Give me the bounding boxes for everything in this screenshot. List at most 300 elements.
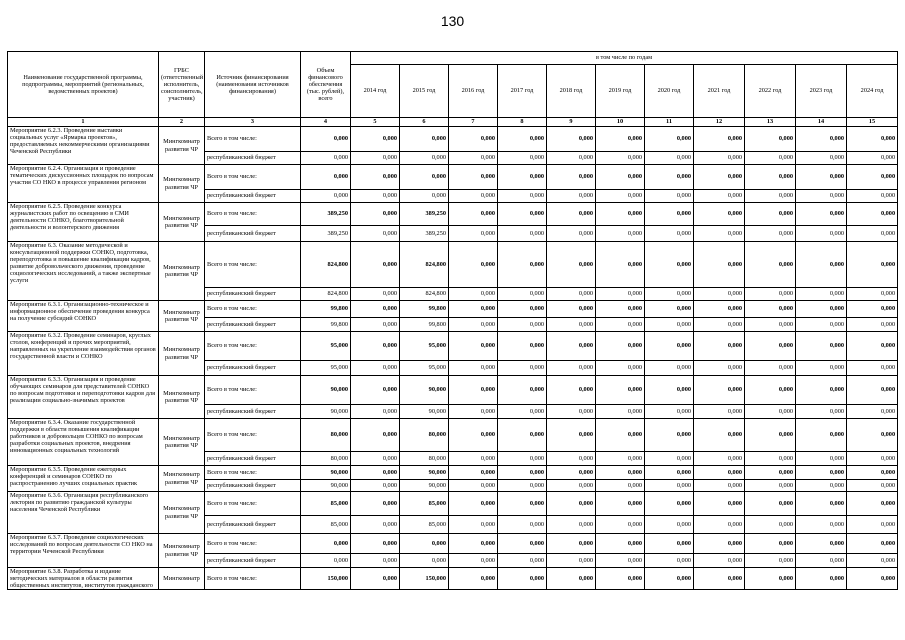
column-number-row: [8, 118, 898, 127]
table-row: [8, 492, 898, 516]
value-cell: 0,000: [847, 318, 898, 332]
source-cell: республиканский бюджет: [205, 554, 301, 568]
value-cell: 0,000: [547, 242, 596, 288]
value-cell: 0,000: [645, 318, 694, 332]
value-cell: 0,000: [796, 534, 847, 554]
value-cell: 90,000: [301, 376, 351, 405]
value-cell: 389,250: [400, 203, 449, 226]
value-cell: 0,000: [449, 203, 498, 226]
source-cell: республиканский бюджет: [205, 152, 301, 165]
value-cell: 0,000: [498, 361, 547, 376]
value-cell: 0,000: [796, 361, 847, 376]
value-cell: 0,000: [498, 405, 547, 419]
value-cell: 0,000: [449, 361, 498, 376]
col-header-year: 2022 год: [745, 65, 796, 118]
value-cell: 95,000: [400, 361, 449, 376]
source-cell: Всего в том числе:: [205, 492, 301, 516]
value-cell: 0,000: [847, 288, 898, 301]
value-cell: 0,000: [449, 127, 498, 152]
value-cell: 0,000: [547, 288, 596, 301]
source-cell: Всего в том числе:: [205, 301, 301, 318]
value-cell: 0,000: [301, 165, 351, 190]
column-number: 7: [449, 118, 498, 127]
value-cell: 0,000: [498, 419, 547, 452]
value-cell: 0,000: [547, 554, 596, 568]
value-cell: 0,000: [498, 492, 547, 516]
value-cell: 0,000: [351, 127, 400, 152]
value-cell: 0,000: [498, 203, 547, 226]
value-cell: 0,000: [694, 226, 745, 242]
column-number: 9: [547, 118, 596, 127]
value-cell: 0,000: [796, 376, 847, 405]
value-cell: 0,000: [645, 534, 694, 554]
value-cell: 0,000: [645, 203, 694, 226]
value-cell: 0,000: [745, 534, 796, 554]
value-cell: 0,000: [796, 288, 847, 301]
value-cell: 0,000: [745, 152, 796, 165]
value-cell: 0,000: [351, 492, 400, 516]
grbs-cell: Мингкомнатр развития ЧР: [159, 301, 205, 332]
value-cell: 0,000: [694, 466, 745, 480]
value-cell: 0,000: [596, 554, 645, 568]
value-cell: 0,000: [847, 568, 898, 590]
value-cell: 0,000: [847, 492, 898, 516]
value-cell: 0,000: [596, 466, 645, 480]
value-cell: 0,000: [449, 466, 498, 480]
value-cell: 0,000: [547, 534, 596, 554]
value-cell: 0,000: [645, 152, 694, 165]
column-number: 2: [159, 118, 205, 127]
value-cell: 0,000: [694, 568, 745, 590]
value-cell: 0,000: [351, 226, 400, 242]
value-cell: 0,000: [645, 301, 694, 318]
source-cell: Всего в том числе:: [205, 332, 301, 361]
value-cell: 0,000: [796, 165, 847, 190]
value-cell: 0,000: [498, 332, 547, 361]
value-cell: 0,000: [596, 152, 645, 165]
value-cell: 0,000: [400, 165, 449, 190]
value-cell: 150,000: [400, 568, 449, 590]
value-cell: 0,000: [745, 242, 796, 288]
value-cell: 0,000: [796, 452, 847, 466]
value-cell: 0,000: [547, 332, 596, 361]
value-cell: 99,800: [400, 301, 449, 318]
value-cell: 389,250: [301, 203, 351, 226]
value-cell: 0,000: [547, 301, 596, 318]
value-cell: 0,000: [498, 452, 547, 466]
value-cell: 0,000: [498, 152, 547, 165]
value-cell: 0,000: [796, 568, 847, 590]
value-cell: 0,000: [645, 190, 694, 203]
value-cell: 0,000: [745, 226, 796, 242]
value-cell: 0,000: [596, 534, 645, 554]
activity-name: Мероприятие 6.2.5. Проведение конкурса журналистских работ по освещению в СМИ деятельности СОНКО, благотворительной деятельности и волонтерского движения: [8, 203, 159, 242]
value-cell: 90,000: [301, 405, 351, 419]
value-cell: 80,000: [400, 419, 449, 452]
value-cell: 0,000: [301, 554, 351, 568]
value-cell: 80,000: [400, 452, 449, 466]
value-cell: 0,000: [449, 226, 498, 242]
value-cell: 0,000: [645, 452, 694, 466]
value-cell: 0,000: [645, 480, 694, 492]
table-row: [8, 165, 898, 190]
column-number: 3: [205, 118, 301, 127]
value-cell: 0,000: [645, 516, 694, 534]
value-cell: 85,000: [400, 516, 449, 534]
value-cell: 0,000: [351, 361, 400, 376]
value-cell: 99,800: [400, 318, 449, 332]
value-cell: 0,000: [796, 419, 847, 452]
table-row: [8, 466, 898, 480]
value-cell: 0,000: [351, 165, 400, 190]
grbs-cell: Мингкомнатр развития ЧР: [159, 419, 205, 466]
value-cell: 0,000: [745, 361, 796, 376]
value-cell: 0,000: [351, 554, 400, 568]
value-cell: 0,000: [745, 492, 796, 516]
column-number: 11: [645, 118, 694, 127]
activity-name: Мероприятие 6.3.6. Организация республиканского лектория по развитию гражданской культуры населения Чеченской Республики: [8, 492, 159, 534]
value-cell: 0,000: [498, 301, 547, 318]
value-cell: 0,000: [596, 332, 645, 361]
value-cell: 0,000: [847, 554, 898, 568]
value-cell: 0,000: [351, 318, 400, 332]
col-header-by-year: в том числе по годам: [351, 52, 898, 65]
source-cell: Всего в том числе:: [205, 165, 301, 190]
activity-name: Мероприятие 6.2.4. Организация и проведение тематических дискуссионных площадок по вопросам участия СО НКО в процессе управления регионом: [8, 165, 159, 203]
source-cell: Всего в том числе:: [205, 376, 301, 405]
column-number: 8: [498, 118, 547, 127]
value-cell: 0,000: [745, 376, 796, 405]
value-cell: 0,000: [400, 554, 449, 568]
value-cell: 0,000: [645, 288, 694, 301]
value-cell: 0,000: [694, 419, 745, 452]
value-cell: 0,000: [547, 568, 596, 590]
value-cell: 0,000: [449, 452, 498, 466]
grbs-cell: Мингкомнатр развития ЧР: [159, 242, 205, 301]
value-cell: 0,000: [745, 127, 796, 152]
value-cell: 0,000: [796, 226, 847, 242]
value-cell: 0,000: [547, 152, 596, 165]
value-cell: 0,000: [745, 480, 796, 492]
value-cell: 0,000: [498, 376, 547, 405]
value-cell: 0,000: [596, 318, 645, 332]
value-cell: 0,000: [694, 492, 745, 516]
value-cell: 0,000: [694, 152, 745, 165]
activity-name: Мероприятие 6.3.1. Организационно-техническое и информационное обеспечение проведения конкурса на получение субсидий СОНКО: [8, 301, 159, 332]
activity-name: Мероприятие 6.3.5. Проведение ежегодных конференций и семинаров СОНКО по распространению лучших социальных практик: [8, 466, 159, 492]
grbs-cell: Мингкомнатр развития ЧР: [159, 466, 205, 492]
col-header-year: 2018 год: [547, 65, 596, 118]
value-cell: 0,000: [498, 568, 547, 590]
value-cell: 0,000: [596, 226, 645, 242]
value-cell: 0,000: [745, 288, 796, 301]
col-header-program: Наименование государственной программы, подпрограммы, мероприятий (региональных, ведомственных проектов): [8, 52, 159, 118]
value-cell: 0,000: [645, 127, 694, 152]
value-cell: 0,000: [351, 452, 400, 466]
value-cell: 0,000: [449, 242, 498, 288]
value-cell: 0,000: [596, 242, 645, 288]
value-cell: 90,000: [301, 466, 351, 480]
value-cell: 0,000: [847, 452, 898, 466]
value-cell: 0,000: [351, 466, 400, 480]
value-cell: 0,000: [645, 405, 694, 419]
table-row: [8, 419, 898, 452]
value-cell: 0,000: [498, 190, 547, 203]
value-cell: 0,000: [351, 480, 400, 492]
source-cell: республиканский бюджет: [205, 361, 301, 376]
grbs-cell: Мингкомнатр развития ЧР: [159, 492, 205, 534]
column-number: 1: [8, 118, 159, 127]
value-cell: 0,000: [547, 516, 596, 534]
value-cell: 0,000: [694, 301, 745, 318]
value-cell: 0,000: [449, 318, 498, 332]
value-cell: 0,000: [847, 190, 898, 203]
column-number: 10: [596, 118, 645, 127]
value-cell: 0,000: [694, 534, 745, 554]
source-cell: Всего в том числе:: [205, 419, 301, 452]
value-cell: 0,000: [847, 480, 898, 492]
source-cell: Всего в том числе:: [205, 534, 301, 554]
value-cell: 0,000: [351, 288, 400, 301]
value-cell: 0,000: [351, 376, 400, 405]
source-cell: Всего в том числе:: [205, 203, 301, 226]
value-cell: 0,000: [745, 190, 796, 203]
value-cell: 0,000: [547, 405, 596, 419]
value-cell: 0,000: [796, 318, 847, 332]
value-cell: 0,000: [645, 554, 694, 568]
value-cell: 0,000: [847, 242, 898, 288]
source-cell: Всего в том числе:: [205, 568, 301, 590]
value-cell: 99,800: [301, 301, 351, 318]
value-cell: 0,000: [301, 190, 351, 203]
value-cell: 0,000: [745, 419, 796, 452]
value-cell: 0,000: [301, 152, 351, 165]
value-cell: 0,000: [351, 190, 400, 203]
column-number: 12: [694, 118, 745, 127]
column-number: 6: [400, 118, 449, 127]
activity-name: Мероприятие 6.3.7. Проведение социологических исследований по вопросам деятельности СО НКО на территории Чеченской Республики: [8, 534, 159, 568]
value-cell: 0,000: [694, 516, 745, 534]
value-cell: 0,000: [449, 568, 498, 590]
value-cell: 0,000: [745, 165, 796, 190]
value-cell: 0,000: [498, 288, 547, 301]
value-cell: 0,000: [694, 361, 745, 376]
value-cell: 95,000: [301, 361, 351, 376]
value-cell: 0,000: [596, 376, 645, 405]
grbs-cell: Мингкомнатр развития ЧР: [159, 534, 205, 568]
value-cell: 0,000: [745, 516, 796, 534]
value-cell: 0,000: [645, 165, 694, 190]
value-cell: 0,000: [645, 492, 694, 516]
value-cell: 0,000: [847, 376, 898, 405]
value-cell: 0,000: [498, 226, 547, 242]
value-cell: 0,000: [796, 127, 847, 152]
value-cell: 0,000: [400, 127, 449, 152]
source-cell: республиканский бюджет: [205, 190, 301, 203]
activity-name: Мероприятие 6.3. Оказание методической и консультационной поддержки СОНКО, подготовка, переподготовка и повышение квалификации кадров, развитие добровольческого движения, проведение социологических исследований, а также экспертные услуги: [8, 242, 159, 301]
value-cell: 0,000: [745, 203, 796, 226]
col-header-year: 2015 год: [400, 65, 449, 118]
table-body: [8, 127, 898, 590]
value-cell: 0,000: [351, 516, 400, 534]
value-cell: 0,000: [449, 534, 498, 554]
value-cell: 0,000: [400, 534, 449, 554]
col-header-year: 2016 год: [449, 65, 498, 118]
value-cell: 0,000: [847, 419, 898, 452]
value-cell: 0,000: [796, 492, 847, 516]
value-cell: 0,000: [596, 301, 645, 318]
col-header-total: Объем финансового обеспечения (тыс. рублей), всего: [301, 52, 351, 118]
page-number: 130: [440, 13, 465, 29]
value-cell: 0,000: [301, 127, 351, 152]
value-cell: 0,000: [796, 190, 847, 203]
value-cell: 0,000: [596, 568, 645, 590]
value-cell: 90,000: [301, 480, 351, 492]
source-cell: республиканский бюджет: [205, 516, 301, 534]
value-cell: 0,000: [301, 534, 351, 554]
value-cell: 0,000: [694, 190, 745, 203]
value-cell: 0,000: [449, 332, 498, 361]
value-cell: 0,000: [596, 361, 645, 376]
value-cell: 90,000: [400, 480, 449, 492]
value-cell: 0,000: [847, 534, 898, 554]
value-cell: 0,000: [547, 452, 596, 466]
value-cell: 0,000: [547, 419, 596, 452]
source-cell: республиканский бюджет: [205, 226, 301, 242]
table-row: [8, 301, 898, 318]
table-row: [8, 127, 898, 152]
value-cell: 0,000: [796, 480, 847, 492]
value-cell: 0,000: [694, 165, 745, 190]
value-cell: 824,800: [400, 288, 449, 301]
value-cell: 0,000: [847, 516, 898, 534]
value-cell: 0,000: [596, 419, 645, 452]
value-cell: 0,000: [547, 376, 596, 405]
value-cell: 0,000: [547, 190, 596, 203]
value-cell: 150,000: [301, 568, 351, 590]
value-cell: 0,000: [547, 203, 596, 226]
value-cell: 0,000: [449, 405, 498, 419]
value-cell: 0,000: [351, 534, 400, 554]
value-cell: 0,000: [694, 332, 745, 361]
value-cell: 0,000: [796, 242, 847, 288]
table-row: [8, 376, 898, 405]
activity-name: Мероприятие 6.3.3. Организация и проведение обучающих семинаров для представителей СОНКО по вопросам подготовки и переподготовки кадров для реализации социально-значимых проектов: [8, 376, 159, 419]
value-cell: 0,000: [449, 301, 498, 318]
value-cell: 85,000: [400, 492, 449, 516]
value-cell: 0,000: [847, 203, 898, 226]
value-cell: 0,000: [449, 516, 498, 534]
value-cell: 0,000: [745, 301, 796, 318]
source-cell: Всего в том числе:: [205, 466, 301, 480]
table-row: [8, 242, 898, 288]
value-cell: 0,000: [498, 165, 547, 190]
value-cell: 0,000: [547, 361, 596, 376]
col-header-source: Источник финансирования (наименования источников финансирования): [205, 52, 301, 118]
funding-table: [7, 51, 898, 590]
col-header-year: 2019 год: [596, 65, 645, 118]
column-number: 15: [847, 118, 898, 127]
table-row: [8, 568, 898, 590]
value-cell: 0,000: [645, 376, 694, 405]
value-cell: 80,000: [301, 419, 351, 452]
value-cell: 0,000: [694, 318, 745, 332]
value-cell: 0,000: [694, 288, 745, 301]
value-cell: 0,000: [351, 203, 400, 226]
value-cell: 85,000: [301, 516, 351, 534]
grbs-cell: Мингкомнатр развития ЧР: [159, 376, 205, 419]
value-cell: 0,000: [796, 332, 847, 361]
value-cell: 0,000: [596, 516, 645, 534]
value-cell: 0,000: [498, 534, 547, 554]
value-cell: 0,000: [745, 466, 796, 480]
table-row: [8, 332, 898, 361]
grbs-cell: Мингкомнатр развития ЧР: [159, 165, 205, 203]
value-cell: 0,000: [847, 361, 898, 376]
value-cell: 0,000: [796, 301, 847, 318]
value-cell: 824,800: [400, 242, 449, 288]
value-cell: 95,000: [301, 332, 351, 361]
value-cell: 0,000: [645, 332, 694, 361]
col-header-year: 2017 год: [498, 65, 547, 118]
value-cell: 0,000: [796, 152, 847, 165]
value-cell: 0,000: [847, 332, 898, 361]
value-cell: 0,000: [547, 492, 596, 516]
value-cell: 0,000: [449, 288, 498, 301]
value-cell: 0,000: [596, 405, 645, 419]
value-cell: 0,000: [847, 466, 898, 480]
value-cell: 0,000: [449, 165, 498, 190]
col-header-year: 2021 год: [694, 65, 745, 118]
value-cell: 0,000: [449, 419, 498, 452]
value-cell: 0,000: [847, 165, 898, 190]
col-header-year: 2020 год: [645, 65, 694, 118]
value-cell: 0,000: [745, 452, 796, 466]
value-cell: 90,000: [400, 376, 449, 405]
value-cell: 0,000: [596, 492, 645, 516]
value-cell: 0,000: [796, 203, 847, 226]
col-header-year: 2023 год: [796, 65, 847, 118]
value-cell: 0,000: [645, 226, 694, 242]
value-cell: 0,000: [796, 554, 847, 568]
source-cell: республиканский бюджет: [205, 405, 301, 419]
value-cell: 389,250: [400, 226, 449, 242]
source-cell: Всего в том числе:: [205, 242, 301, 288]
value-cell: 0,000: [351, 332, 400, 361]
column-number: 4: [301, 118, 351, 127]
value-cell: 0,000: [547, 127, 596, 152]
value-cell: 0,000: [796, 405, 847, 419]
value-cell: 0,000: [351, 419, 400, 452]
grbs-cell: Мингкомнатр: [159, 568, 205, 590]
value-cell: 0,000: [694, 554, 745, 568]
source-cell: республиканский бюджет: [205, 480, 301, 492]
col-header-grbs: ГРБС (ответственный исполнитель, соисполнитель, участник): [159, 52, 205, 118]
value-cell: 0,000: [400, 190, 449, 203]
column-number: 14: [796, 118, 847, 127]
value-cell: 0,000: [745, 568, 796, 590]
value-cell: 0,000: [847, 127, 898, 152]
value-cell: 80,000: [301, 452, 351, 466]
value-cell: 0,000: [796, 466, 847, 480]
value-cell: 0,000: [498, 480, 547, 492]
value-cell: 0,000: [645, 419, 694, 452]
value-cell: 0,000: [596, 288, 645, 301]
value-cell: 0,000: [351, 152, 400, 165]
value-cell: 85,000: [301, 492, 351, 516]
value-cell: 0,000: [596, 452, 645, 466]
value-cell: 0,000: [847, 152, 898, 165]
